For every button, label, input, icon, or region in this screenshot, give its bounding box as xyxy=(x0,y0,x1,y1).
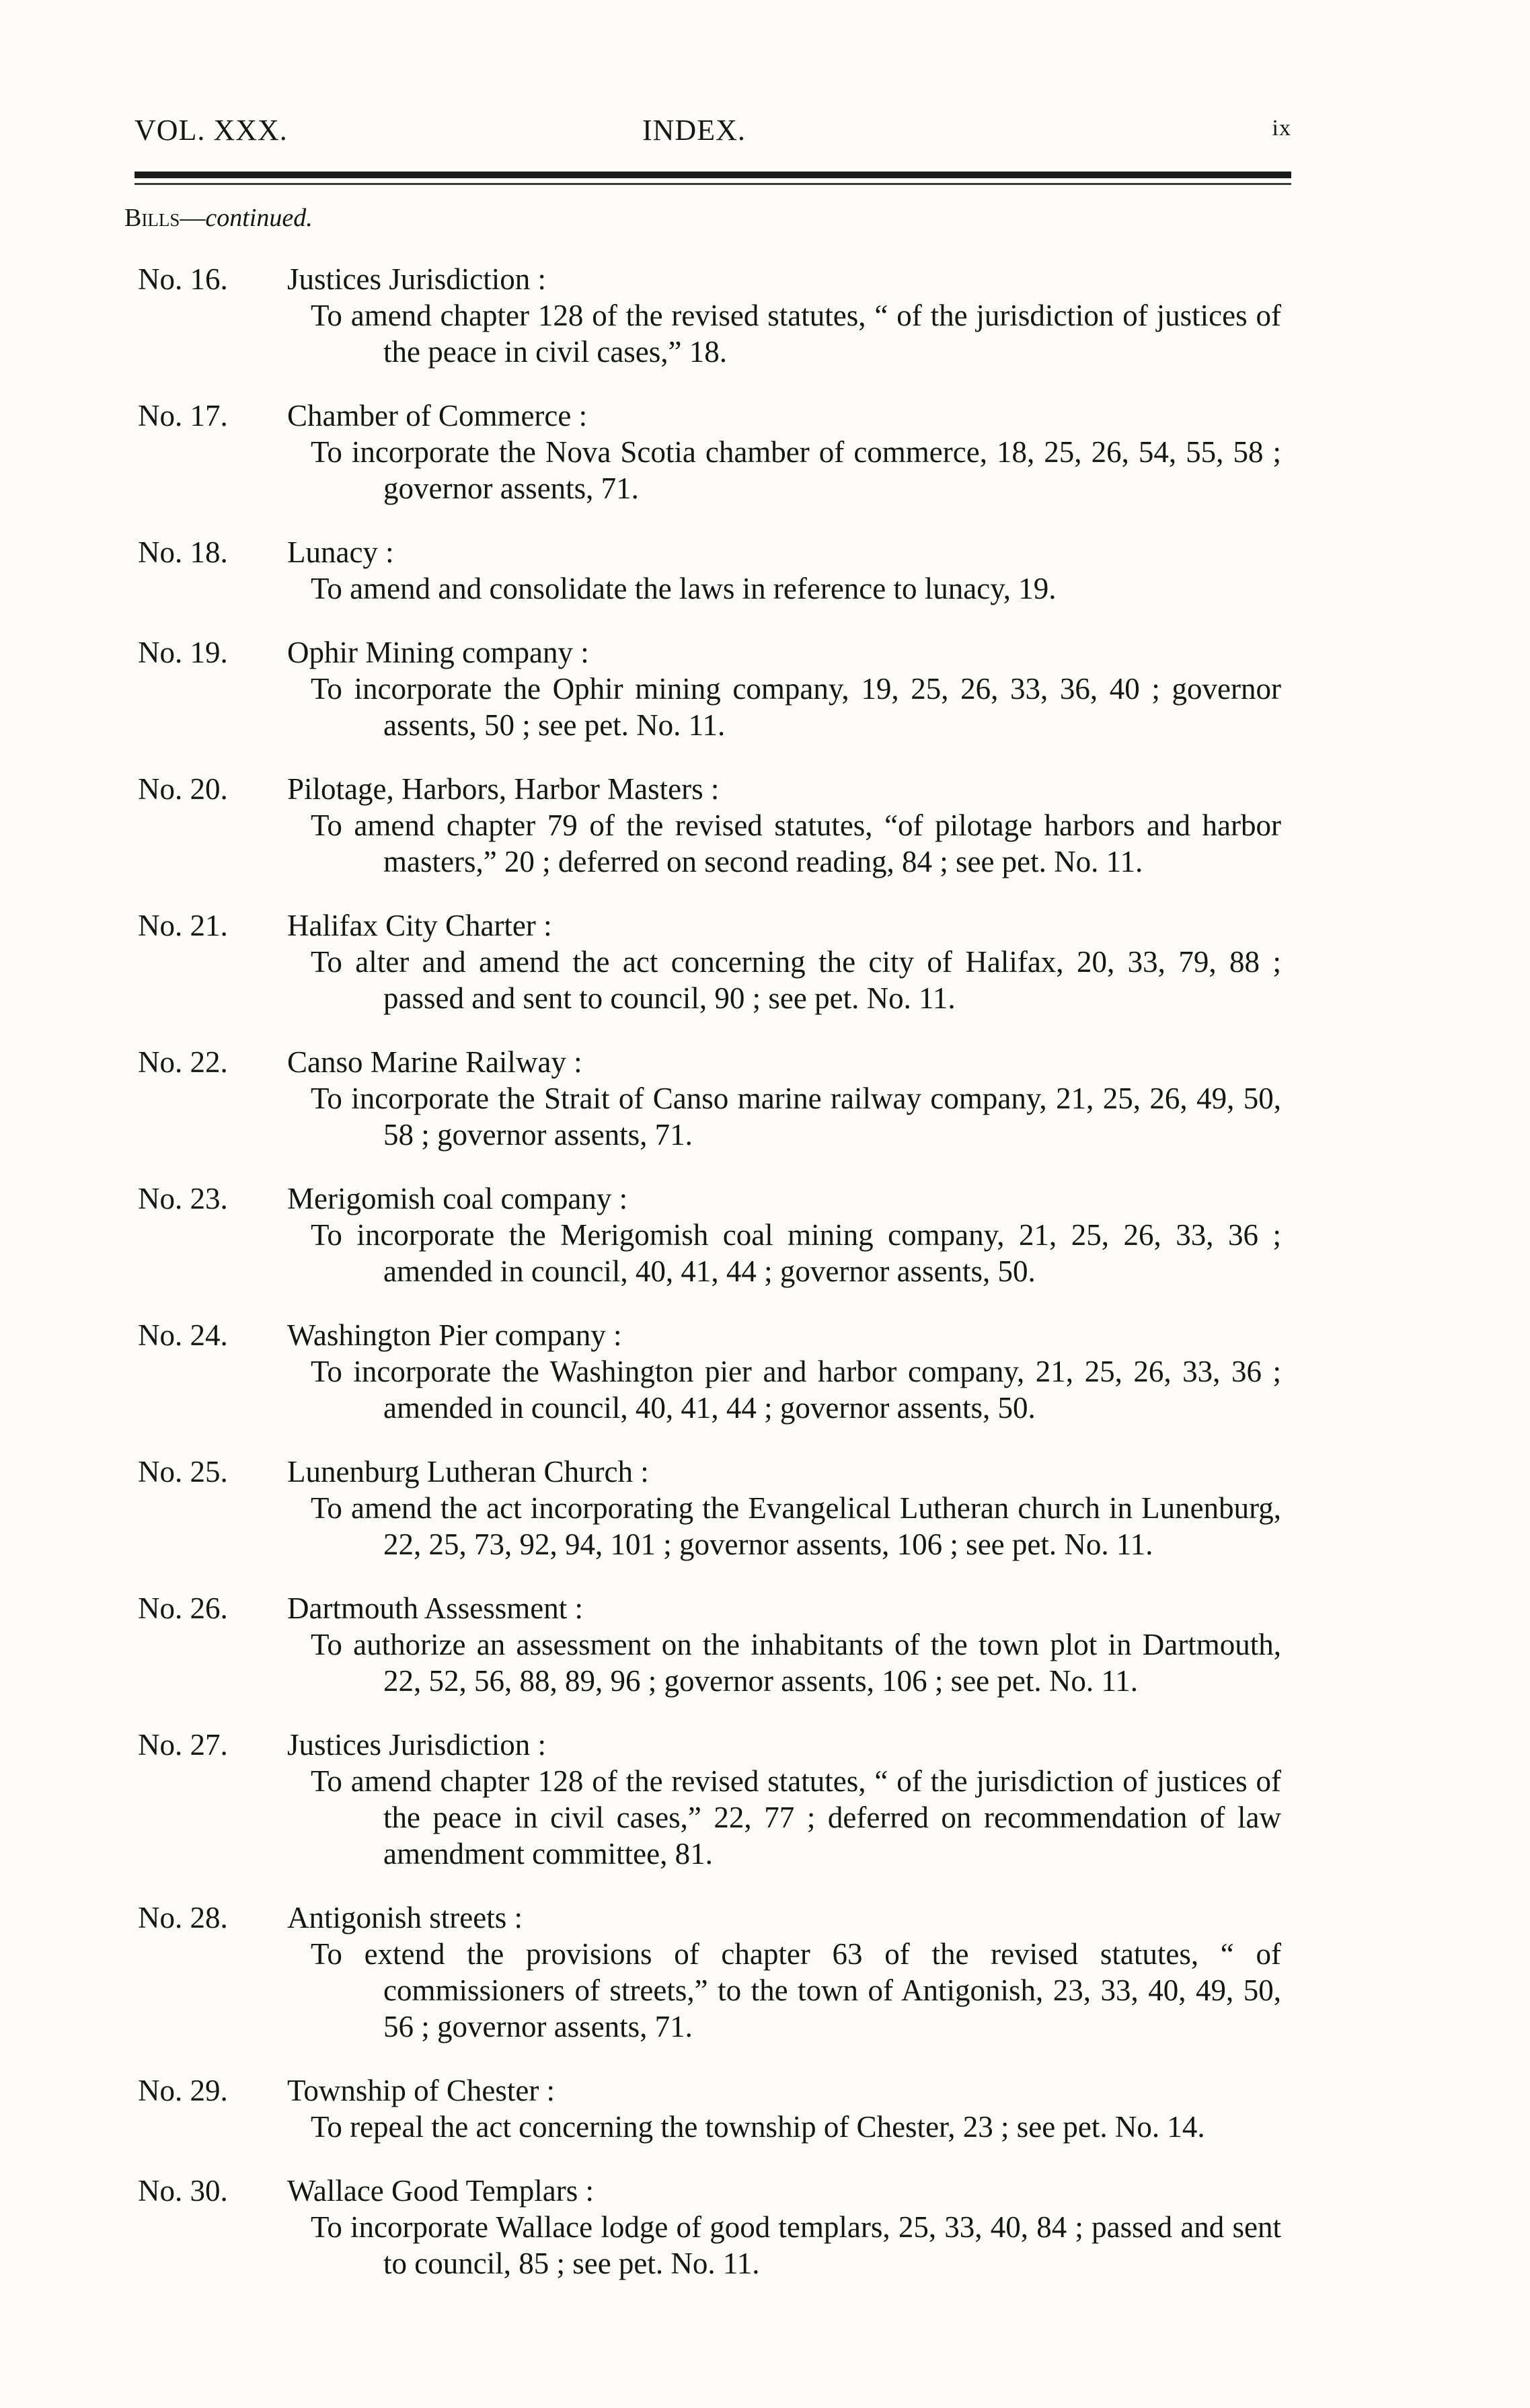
bill-number: No. 23. xyxy=(138,1182,228,1215)
list-item xyxy=(138,398,1281,506)
list-item xyxy=(138,261,1281,370)
list-item xyxy=(138,771,1281,880)
bill-number: No. 20. xyxy=(138,772,228,806)
section-heading: Bills—continued. xyxy=(124,204,313,232)
bill-number: No. 16. xyxy=(138,262,228,296)
volume-label: VOL. XXX. xyxy=(135,114,288,147)
bill-heading: Lunacy : xyxy=(287,535,394,569)
section-title: Bills xyxy=(124,204,180,232)
header-rule-thick xyxy=(135,172,1291,178)
bill-description: To amend and consolidate the laws in reference to lunacy, 19. xyxy=(311,572,1057,605)
bill-description: To amend chapter 128 of the revised statutes, “ of the jurisdiction of justices of the peace in civil cases,” 22, 77 ; deferred on recommendation of law amendment committee, 81. xyxy=(311,1764,1281,1871)
list-item xyxy=(138,634,1281,743)
page-number: ix xyxy=(1272,116,1291,141)
bill-heading: Dartmouth Assessment : xyxy=(287,1591,583,1625)
list-item xyxy=(138,1590,1281,1699)
bill-number: No. 29. xyxy=(138,2074,228,2107)
bill-number: No. 22. xyxy=(138,1045,228,1079)
list-item xyxy=(138,2072,1281,2145)
list-item xyxy=(138,1044,1281,1153)
list-item xyxy=(138,1899,1281,2045)
bill-number: No. 18. xyxy=(138,535,228,569)
bill-number: No. 27. xyxy=(138,1728,228,1762)
bill-description: To incorporate the Nova Scotia chamber of commerce, 18, 25, 26, 54, 55, 58 ; governor assents, 71. xyxy=(311,435,1281,505)
bill-heading: Merigomish coal company : xyxy=(287,1182,628,1215)
bill-heading: Justices Jurisdiction : xyxy=(287,1728,546,1762)
running-header xyxy=(135,113,1291,160)
bill-number: No. 24. xyxy=(138,1318,228,1352)
bill-description: To extend the provisions of chapter 63 of the revised statutes, “ of commissioners of streets,” to the town of Antigonish, 23, 33, 40, 49, 50, 56 ; governor assents, 71. xyxy=(311,1937,1281,2043)
bill-entries-list xyxy=(138,261,1281,2309)
list-item xyxy=(138,2173,1281,2282)
bill-number: No. 25. xyxy=(138,1455,228,1489)
list-item xyxy=(138,1454,1281,1563)
bill-heading: Justices Jurisdiction : xyxy=(287,262,546,296)
bill-number: No. 30. xyxy=(138,2174,228,2208)
bill-number: No. 17. xyxy=(138,399,228,432)
bill-heading: Township of Chester : xyxy=(287,2074,556,2107)
bill-description: To incorporate Wallace lodge of good templars, 25, 33, 40, 84 ; passed and sent to council, 85 ; see pet. No. 11. xyxy=(311,2210,1281,2280)
bill-description: To alter and amend the act concerning the city of Halifax, 20, 33, 79, 88 ; passed and sent to council, 90 ; see pet. No. 11. xyxy=(311,945,1281,1015)
list-item xyxy=(138,907,1281,1016)
bill-heading: Halifax City Charter : xyxy=(287,909,552,942)
bill-heading: Antigonish streets : xyxy=(287,1901,523,1934)
list-item xyxy=(138,1727,1281,1872)
bill-heading: Wallace Good Templars : xyxy=(287,2174,594,2208)
bill-description: To incorporate the Merigomish coal mining company, 21, 25, 26, 33, 36 ; amended in council, 40, 41, 44 ; governor assents, 50. xyxy=(311,1218,1281,1288)
header-rule-thin xyxy=(135,183,1291,185)
list-item xyxy=(138,1317,1281,1426)
bill-number: No. 28. xyxy=(138,1901,228,1934)
bill-heading: Ophir Mining company : xyxy=(287,636,589,669)
bill-description: To repeal the act concerning the township of Chester, 23 ; see pet. No. 14. xyxy=(311,2110,1205,2144)
bill-number: No. 26. xyxy=(138,1591,228,1625)
bill-heading: Pilotage, Harbors, Harbor Masters : xyxy=(287,772,720,806)
bill-description: To amend the act incorporating the Evangelical Lutheran church in Lunenburg, 22, 25, 73, 92, 94, 101 ; governor assents, 106 ; see pet. No. 11. xyxy=(311,1491,1281,1561)
bill-number: No. 19. xyxy=(138,636,228,669)
bill-heading: Lunenburg Lutheran Church : xyxy=(287,1455,649,1489)
header-title: INDEX. xyxy=(642,114,746,147)
bill-heading: Chamber of Commerce : xyxy=(287,399,588,432)
bill-description: To incorporate the Strait of Canso marine railway company, 21, 25, 26, 49, 50, 58 ; governor assents, 71. xyxy=(311,1082,1281,1152)
list-item xyxy=(138,1180,1281,1289)
bill-description: To incorporate the Washington pier and harbor company, 21, 25, 26, 33, 36 ; amended in council, 40, 41, 44 ; governor assents, 50. xyxy=(311,1355,1281,1425)
list-item xyxy=(138,534,1281,607)
section-continued: continued. xyxy=(205,204,313,232)
bill-description: To amend chapter 128 of the revised statutes, “ of the jurisdiction of justices of the peace in civil cases,” 18. xyxy=(311,299,1281,369)
bill-number: No. 21. xyxy=(138,909,228,942)
bill-description: To authorize an assessment on the inhabitants of the town plot in Dartmouth, 22, 52, 56, 88, 89, 96 ; governor assents, 106 ; see pet. No. 11. xyxy=(311,1628,1281,1698)
bill-description: To incorporate the Ophir mining company, 19, 25, 26, 33, 36, 40 ; governor assents, 50 ; see pet. No. 11. xyxy=(311,672,1281,742)
bill-heading: Canso Marine Railway : xyxy=(287,1045,582,1079)
bill-heading: Washington Pier company : xyxy=(287,1318,622,1352)
bill-description: To amend chapter 79 of the revised statutes, “of pilotage harbors and harbor masters,” 20 ; deferred on second reading, 84 ; see pet. No. 11. xyxy=(311,808,1281,878)
